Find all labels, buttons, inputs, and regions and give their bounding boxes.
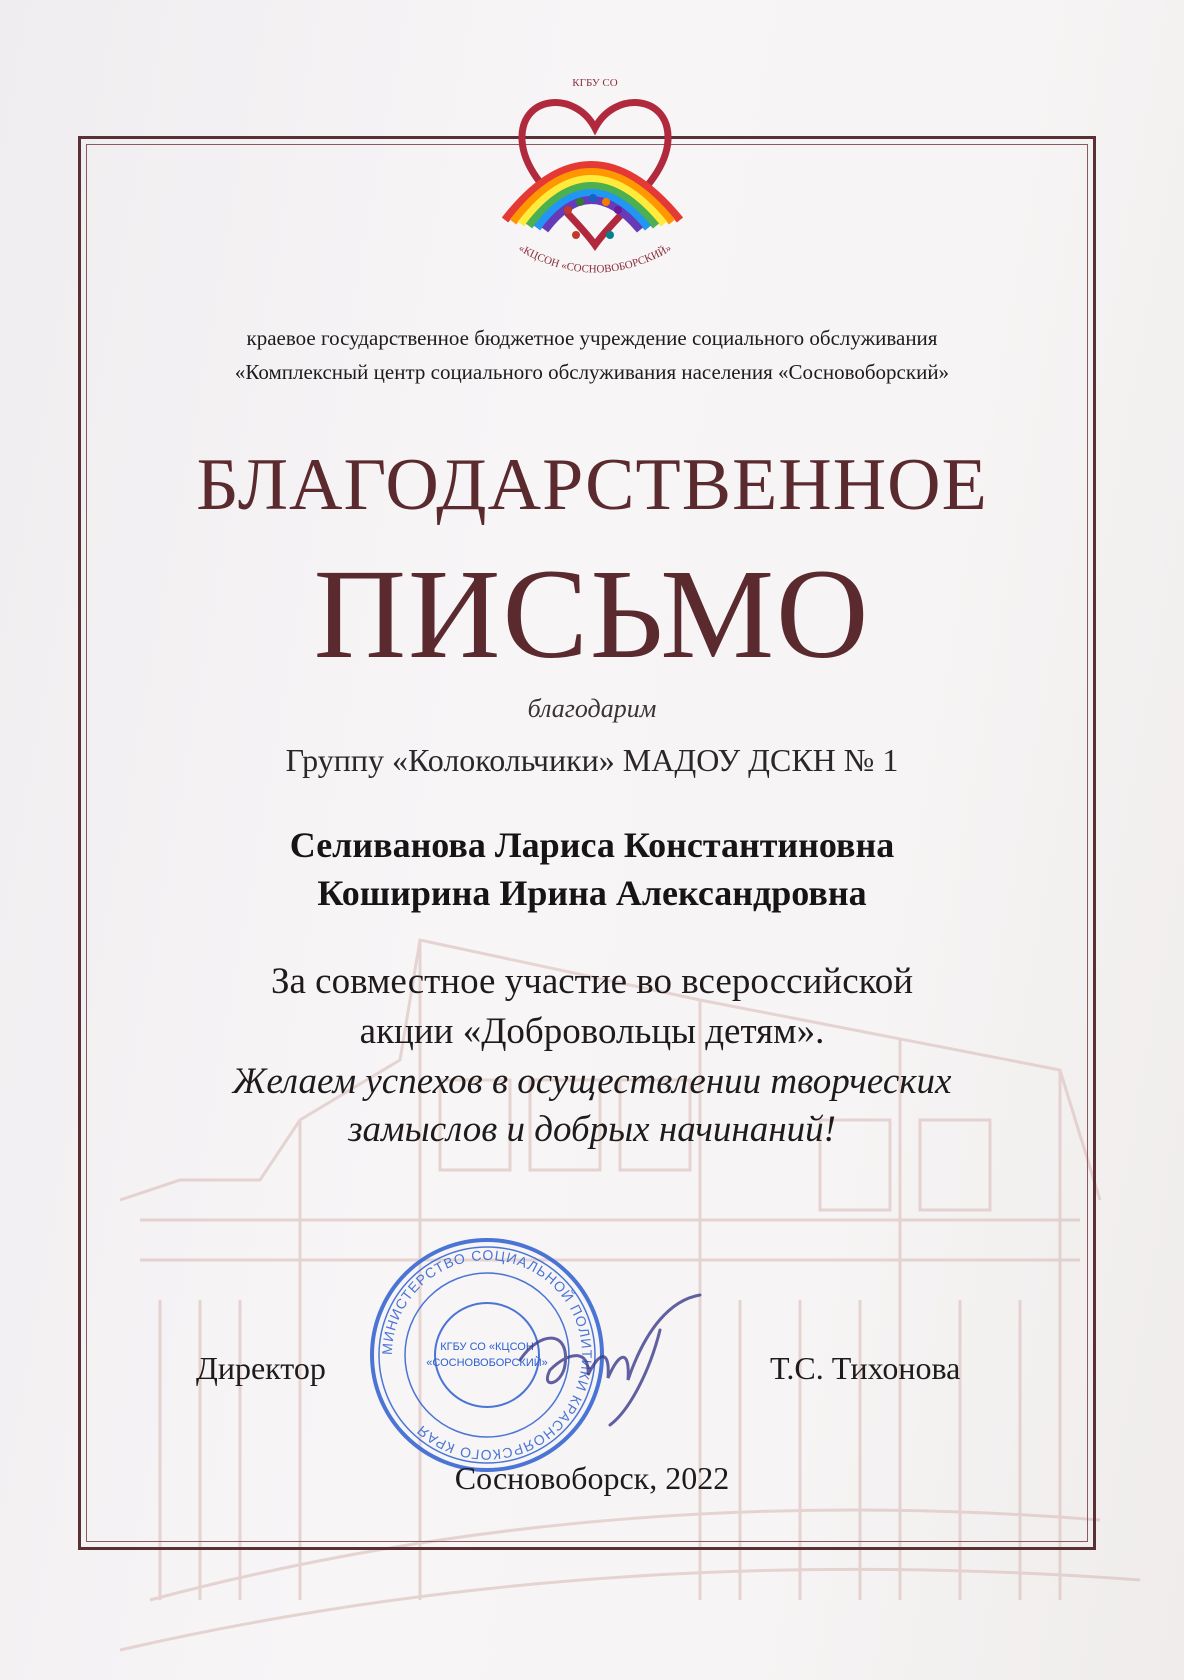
thanks-word: благодарим xyxy=(527,694,657,723)
stamp-center-line-1: КГБУ СО «КЦСОН xyxy=(440,1341,534,1353)
wish-line: замыслов и добрых начинаний! xyxy=(348,1109,836,1150)
heart-rainbow-people-logo xyxy=(480,70,710,285)
recipient-name: Селиванова Лариса Константиновна xyxy=(289,825,895,865)
signer-name: Т.С. Тихонова xyxy=(770,1350,961,1386)
organization-line-2: «Комплексный центр социального обслуживания населения «Сосновоборский» xyxy=(234,360,950,384)
stamp-center-line-2: «СОСНОВОБОРСКИЙ» xyxy=(426,1357,548,1369)
title-line-2: ПИСЬМО xyxy=(313,543,871,685)
recipient-name: Коширина Ирина Александровна xyxy=(317,873,867,913)
director-signature xyxy=(510,1290,710,1430)
director-title: Директор xyxy=(196,1350,326,1386)
wish-line: Желаем успехов в осуществлении творческих xyxy=(232,1061,952,1102)
logo-bottom-text: «КЦСОН «СОСНОВОБОРСКИЙ» xyxy=(516,242,674,276)
title-line-1: БЛАГОДАРСТВЕННОЕ xyxy=(196,444,988,526)
stamp-ring-text: МИНИСТЕРСТВО СОЦИАЛЬНОЙ ПОЛИТИКИ КРАСНОЯРСКОГО КРАЯ xyxy=(378,1246,596,1464)
logo-top-text: КГБУ СО xyxy=(572,77,618,89)
reason-line: акции «Добровольцы детям». xyxy=(359,1011,825,1052)
organization-line-1: краевое государственное бюджетное учреждение социального обслуживания xyxy=(246,326,938,350)
reason-line: За совместное участие во всероссийской xyxy=(270,961,914,1002)
recipient-group: Группу «Колокольчики» МАДОУ ДСКН № 1 xyxy=(285,742,899,778)
place-and-year: Сосновоборск, 2022 xyxy=(454,1460,730,1496)
